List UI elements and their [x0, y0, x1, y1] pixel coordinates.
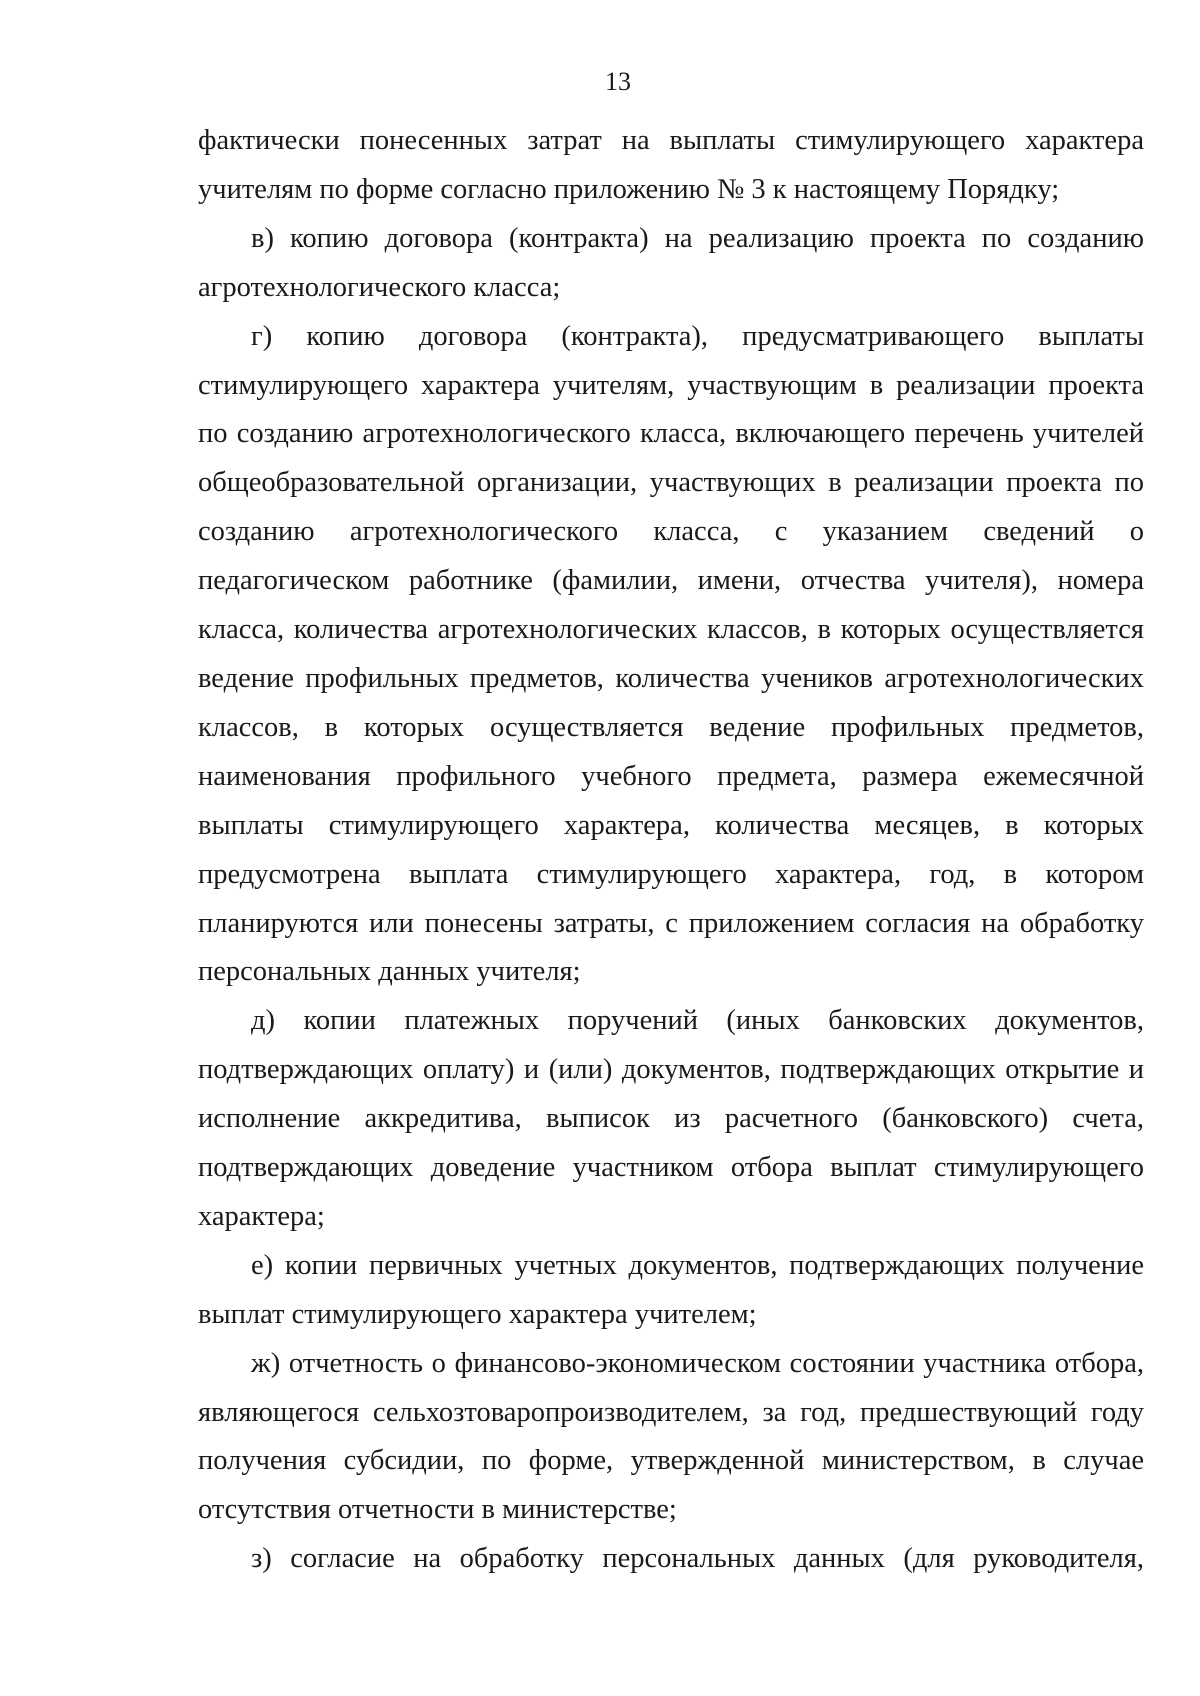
paragraph-item-e: е) копии первичных учетных документов, подтверждающих получение выплат стимулирующего характера учителем; — [198, 1249, 1144, 1330]
paragraph-continuation: фактически понесенных затрат на выплаты стимулирующего характера учителям по форме согласно приложению № 3 к настоящему Порядку; — [198, 125, 1144, 205]
paragraph-item-v: в) копию договора (контракта) на реализацию проекта по созданию агротехнологического класса; — [198, 222, 1144, 303]
paragraph-item-d: д) копии платежных поручений (иных банковских документов, подтверждающих оплату) и (или) документов, подтверждающих открытие и исполнение аккредитива, выписок из расчетного (банковского) счета, подтверждающих доведение участником отбора выплат стимулирующего характера; — [198, 1005, 1144, 1232]
paragraph-item-g: г) копию договора (контракта), предусматривающего выплаты стимулирующего характера учителям, участвующим в реализации проекта по созданию агротехнологического класса, включающего перечень учителей общеобразовательной организации, участвующих в реализации проекта по созданию агротехнологического класса, с указанием сведений о педагогическом работнике (фамилии, имени, отчества учителя), номера класса, количества агротехнологических классов, в которых осуществляется ведение профильных предметов, количества учеников агротехнологических классов, в которых осуществляется ведение профильных предметов, наименования профильного учебного предмета, размера ежемесячной выплаты стимулирующего характера, количества месяцев, в которых предусмотрена выплата стимулирующего характера, год, в котором планируются или понесены затраты, с приложением согласия на обработку персональных данных учителя; — [198, 320, 1144, 988]
document-body — [198, 117, 1144, 1584]
paragraph-item-zh: ж) отчетность о финансово-экономическом состоянии участника отбора, являющегося сельхозтоваропроизводителем, за год, предшествующий году получения субсидии, по форме, утвержденной министерством, в случае отсутствия отчетности в министерстве; — [198, 1347, 1144, 1526]
paragraph-item-z: з) согласие на обработку персональных данных (для руководителя, — [251, 1543, 1144, 1575]
page-number: 13 — [605, 67, 631, 96]
